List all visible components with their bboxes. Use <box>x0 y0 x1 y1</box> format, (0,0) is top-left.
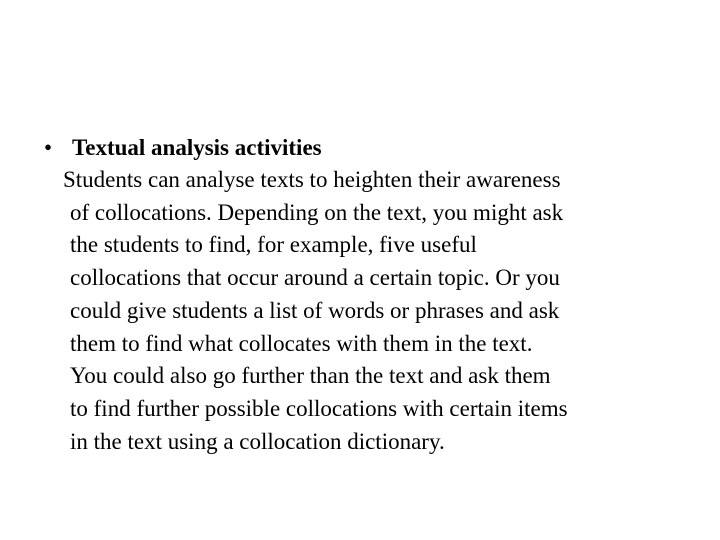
body-paragraph <box>44 164 704 458</box>
body-line: them to find what collocates with them in the text. <box>70 330 533 356</box>
body-line: You could also go further than the text and ask them <box>70 363 551 389</box>
bullet-heading <box>44 132 704 164</box>
body-line: Students can analyse texts to heighten their awareness <box>63 167 561 192</box>
body-line: the students to find, for example, five useful <box>70 232 477 258</box>
body-line: could give students a list of words or phrases and ask <box>70 297 560 323</box>
body-line: in the text using a collocation dictionary. <box>70 428 445 454</box>
body-line: to find further possible collocations with certain items <box>70 395 568 421</box>
bullet-block <box>44 132 704 458</box>
body-line: of collocations. Depending on the text, you might ask <box>70 199 564 225</box>
body-line: collocations that occur around a certain topic. Or you <box>70 265 560 291</box>
bullet-icon: • <box>44 135 53 160</box>
heading-text: Textual analysis activities <box>72 135 322 160</box>
